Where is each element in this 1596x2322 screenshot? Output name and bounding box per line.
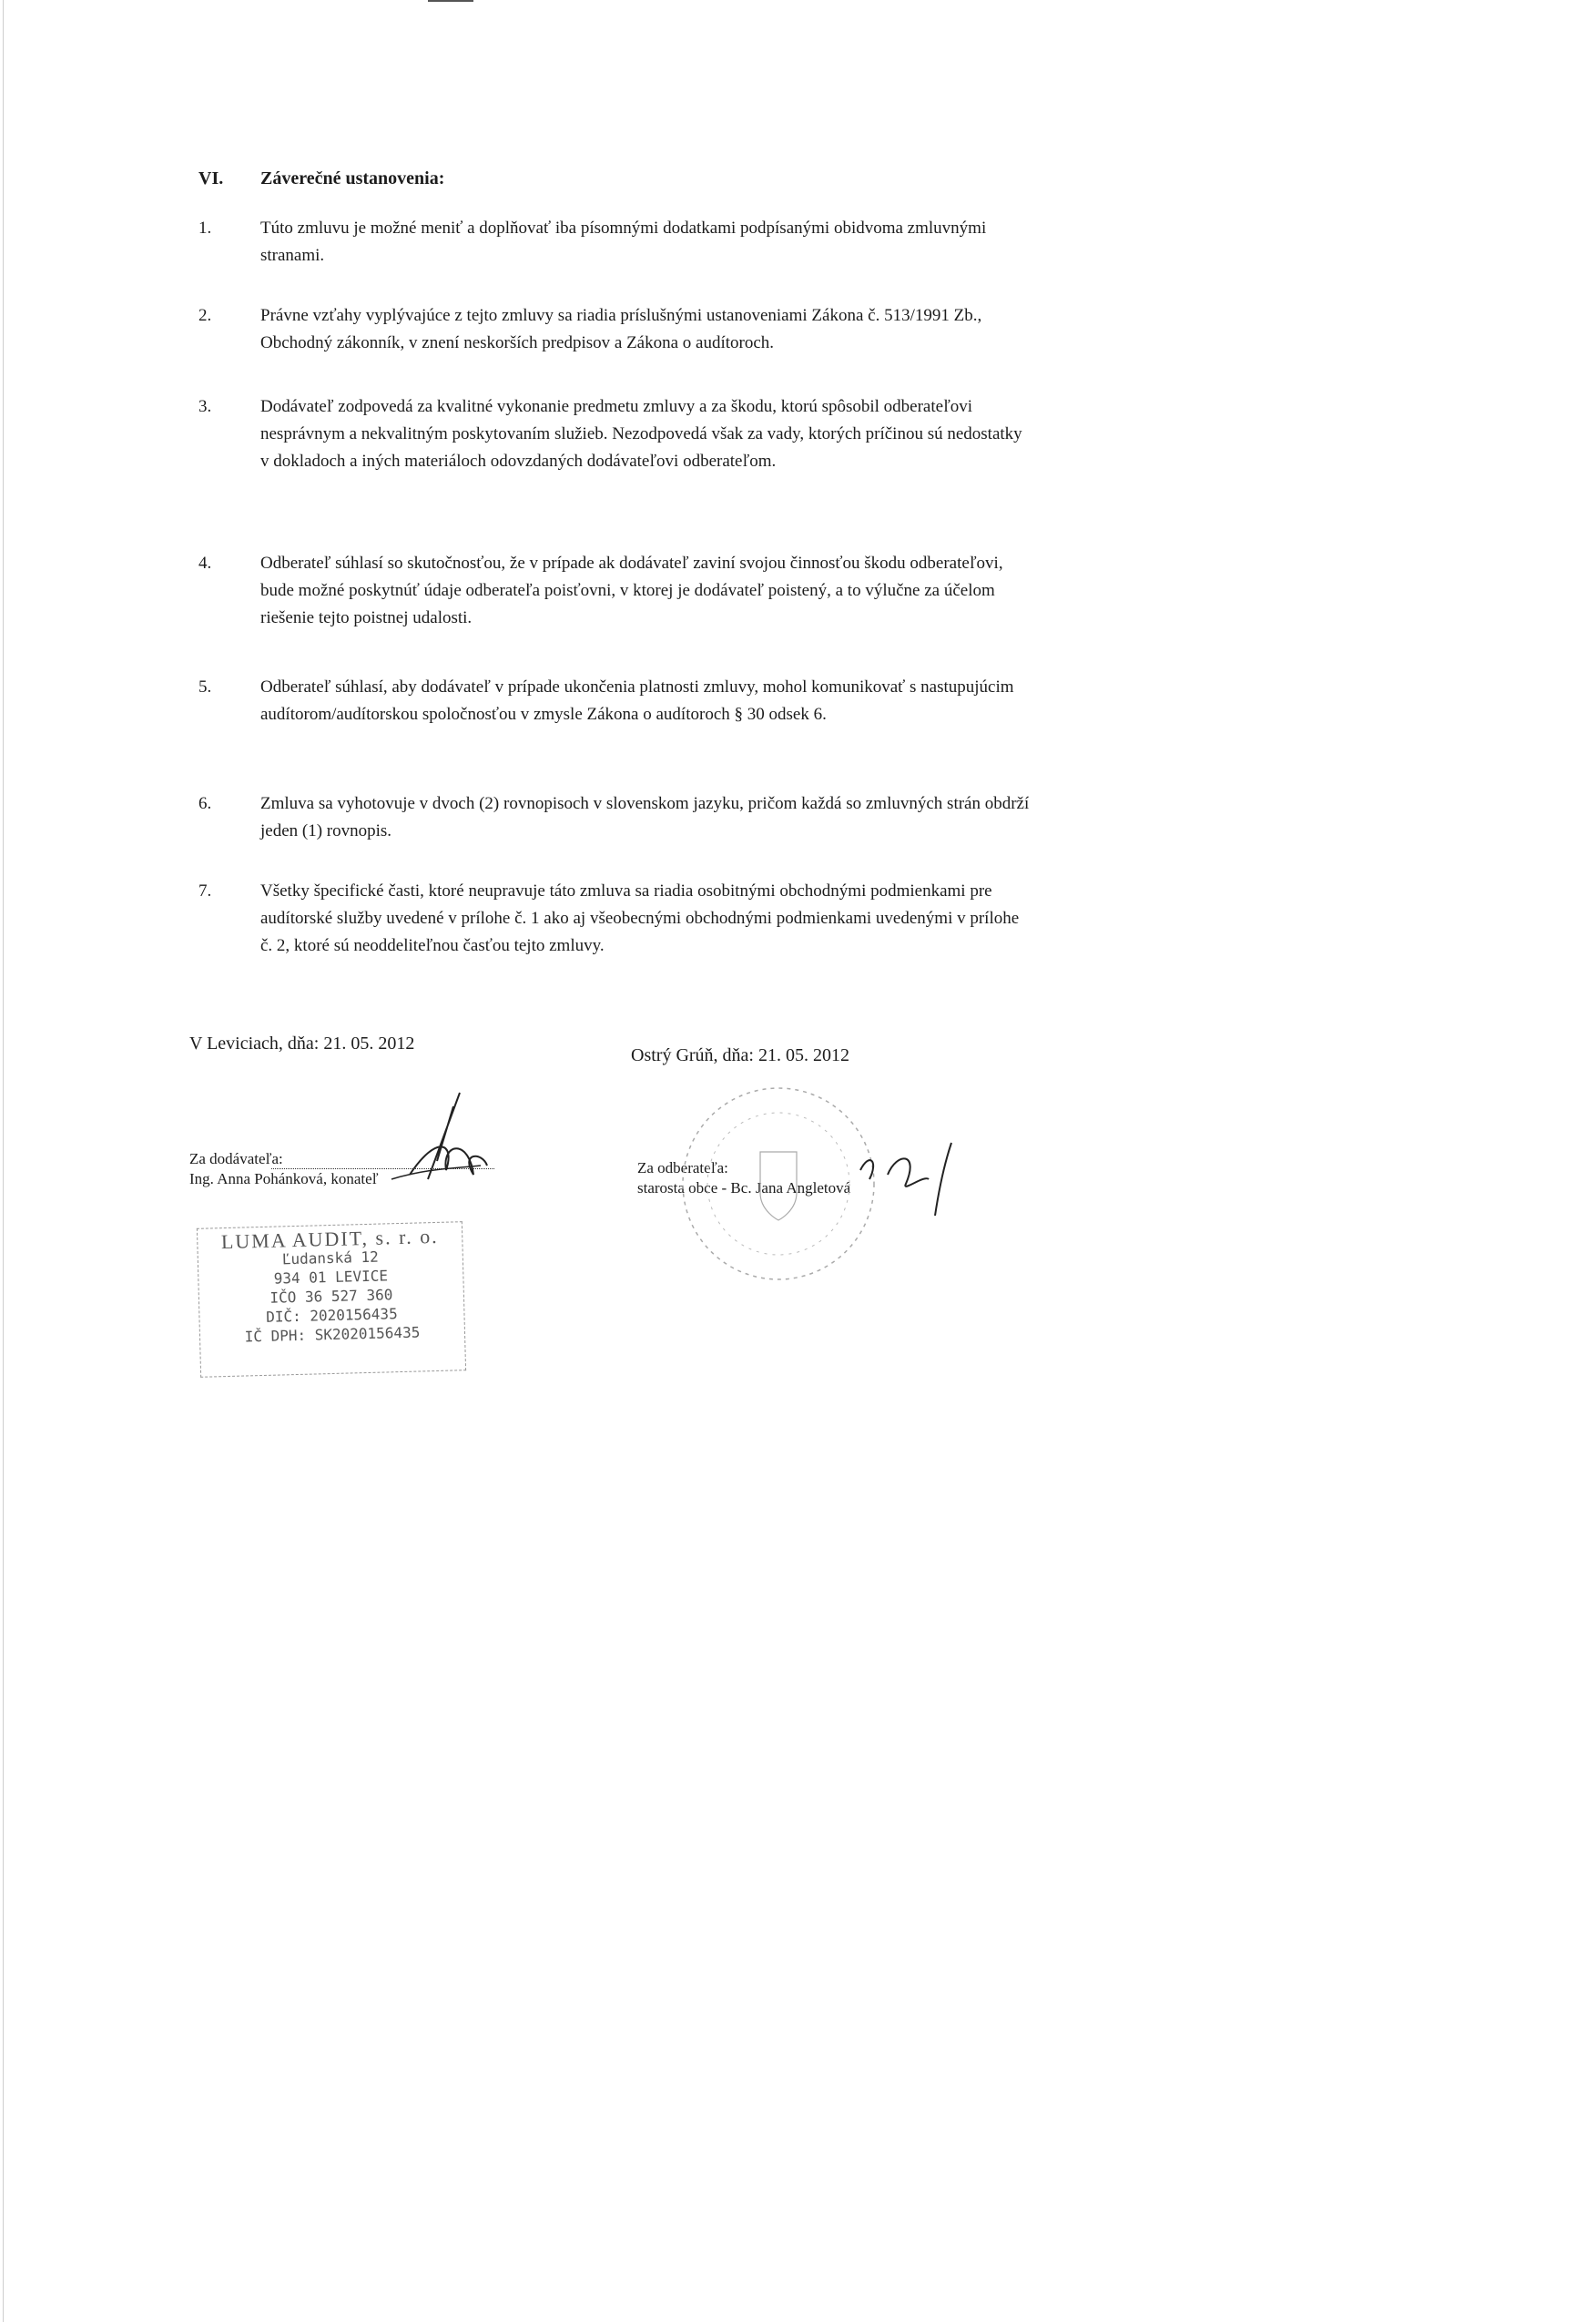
clause-text: Dodávateľ zodpovedá za kvalitné vykonanie predmetu zmluvy a za škodu, ktorú spôsobil odberateľovi nesprávnym a nekvalitným poskytovaním služieb. Nezodpovedá však za vady, ktorých príčinou sú nedostatky v dokladoch a iných materiáloch odovzdaných dodávateľovi odberateľom. — [260, 397, 1022, 471]
section-heading — [198, 168, 444, 189]
stamp-city: 934 01 LEVICE — [273, 1267, 389, 1288]
section-number: VI. — [198, 168, 224, 188]
stamp-ic-dph: IČ DPH: SK2020156435 — [244, 1323, 421, 1346]
section-title: Záverečné ustanovenia: — [260, 168, 445, 188]
supplier-place-date: V Leviciach, dňa: 21. 05. 2012 — [189, 1034, 415, 1054]
clause-number: 7. — [198, 881, 212, 901]
supplier-signatory: Ing. Anna Pohánková, konateľ — [189, 1170, 379, 1187]
customer-place-date: Ostrý Grúň, dňa: 21. 05. 2012 — [631, 1045, 849, 1065]
scan-mark — [428, 0, 473, 2]
clause-2 — [198, 302, 1364, 357]
clause-number: 6. — [198, 794, 212, 813]
customer-for-label: Za odberateľa: — [637, 1159, 728, 1176]
supplier-signature-block — [189, 1149, 379, 1189]
clause-number: 5. — [198, 677, 212, 697]
customer-signature — [851, 1134, 979, 1220]
stamp-ico: IČO 36 527 360 — [269, 1286, 393, 1307]
company-stamp — [197, 1221, 466, 1378]
clause-number: 1. — [198, 219, 212, 238]
clause-6 — [198, 790, 1364, 845]
clause-text: Odberateľ súhlasí, aby dodávateľ v prípade ukončenia platnosti zmluvy, mohol komunikovať s nastupujúcim audítorom/audítorskou spoločnosťou v zmysle Zákona o audítoroch § 30 odsek 6. — [260, 677, 1014, 724]
clause-text: Všetky špecifické časti, ktoré neupravuje táto zmluva sa riadia osobitnými obchodnými podmienkami pre audítorské služby uvedené v prílohe č. 1 ako aj všeobecnými obchodnými podmienkami uvedenými v prílohe č. 2, ktoré sú neoddeliteľnou časťou tejto zmluvy. — [260, 881, 1020, 955]
supplier-signature — [373, 1088, 501, 1193]
clause-text: Právne vzťahy vyplývajúce z tejto zmluvy sa riadia príslušnými ustanoveniami Zákona č. 513/1991 Zb., Obchodný zákonník, v znení neskorších predpisov a Zákona o audítoroch. — [260, 306, 982, 352]
clause-4 — [198, 550, 1364, 632]
clause-text: Túto zmluvu je možné meniť a doplňovať iba písomnými dodatkami podpísanými obidvoma zmluvnými stranami. — [260, 219, 987, 265]
supplier-for-label: Za dodávateľa: — [189, 1150, 283, 1167]
stamp-dic: DIČ: 2020156435 — [265, 1305, 398, 1326]
clause-5 — [198, 674, 1364, 728]
customer-signatory: starosta obce - Bc. Jana Angletová — [637, 1179, 851, 1197]
stamp-street: Ľudanská 12 — [281, 1248, 380, 1268]
stamp-company-name: LUMA AUDIT, s. r. o. — [220, 1224, 439, 1254]
scan-edge-line — [3, 0, 4, 2322]
clause-1 — [198, 215, 1364, 270]
clause-number: 2. — [198, 306, 212, 325]
clause-text: Zmluva sa vyhotovuje v dvoch (2) rovnopisoch v slovenskom jazyku, pričom každá so zmluvných strán obdrží jeden (1) rovnopis. — [260, 794, 1030, 840]
clause-number: 4. — [198, 554, 212, 573]
clause-7 — [198, 878, 1364, 960]
clause-3 — [198, 393, 1364, 475]
clause-number: 3. — [198, 397, 212, 416]
clause-text: Odberateľ súhlasí so skutočnosťou, že v prípade ak dodávateľ zaviní svojou činnosťou škodu odberateľovi, bude možné poskytnúť údaje odberateľa poisťovni, v ktorej je dodávateľ poistený, a to výlučne za účelom riešenie tejto poistnej udalosti. — [260, 554, 1003, 627]
